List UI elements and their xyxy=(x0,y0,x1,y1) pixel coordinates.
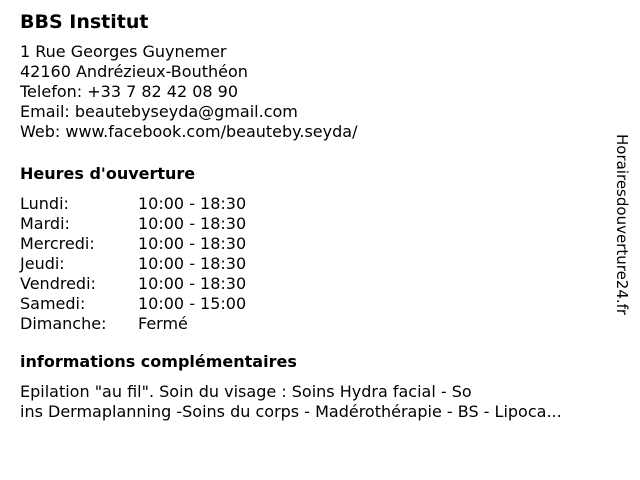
hours-day-label: Jeudi: xyxy=(20,254,65,273)
email-address: Email: beautebyseyda@gmail.com xyxy=(20,102,298,121)
hours-day-label: Samedi: xyxy=(20,294,86,313)
site-watermark: Horairesdouverture24.fr xyxy=(613,134,631,316)
hours-day-label: Vendredi: xyxy=(20,274,96,293)
hours-row-friday xyxy=(20,274,618,294)
opening-hours-table xyxy=(20,194,618,334)
hours-time-value: 10:00 - 18:30 xyxy=(138,234,247,253)
hours-time-value: 10:00 - 15:00 xyxy=(138,294,247,313)
opening-hours-heading: Heures d'ouverture xyxy=(20,164,196,183)
hours-time-value: 10:00 - 18:30 xyxy=(138,214,247,233)
hours-day-label: Lundi: xyxy=(20,194,69,213)
hours-time-value: Fermé xyxy=(138,314,188,333)
phone-number: Telefon: +33 7 82 42 08 90 xyxy=(20,82,239,101)
hours-day-label: Mardi: xyxy=(20,214,70,233)
business-card xyxy=(20,10,618,422)
hours-row-monday xyxy=(20,194,618,214)
additional-info-line: ins Dermaplanning -Soins du corps - Madérothérapie - BS - Lipoca... xyxy=(20,402,562,421)
hours-time-value: 10:00 - 18:30 xyxy=(138,194,247,213)
hours-day-label: Mercredi: xyxy=(20,234,95,253)
additional-info-line: Epilation "au fil". Soin du visage : Soins Hydra facial - So xyxy=(20,382,472,401)
business-name: BBS Institut xyxy=(20,11,149,33)
address-street: 1 Rue Georges Guynemer xyxy=(20,42,227,61)
additional-info-heading: informations complémentaires xyxy=(20,352,297,371)
hours-row-wednesday xyxy=(20,234,618,254)
address-city: 42160 Andrézieux-Bouthéon xyxy=(20,62,248,81)
hours-row-thursday xyxy=(20,254,618,274)
hours-row-saturday xyxy=(20,294,618,314)
hours-row-sunday xyxy=(20,314,618,334)
hours-row-tuesday xyxy=(20,214,618,234)
website-url: Web: www.facebook.com/beauteby.seyda/ xyxy=(20,122,358,141)
hours-time-value: 10:00 - 18:30 xyxy=(138,274,247,293)
hours-time-value: 10:00 - 18:30 xyxy=(138,254,247,273)
hours-day-label: Dimanche: xyxy=(20,314,107,333)
